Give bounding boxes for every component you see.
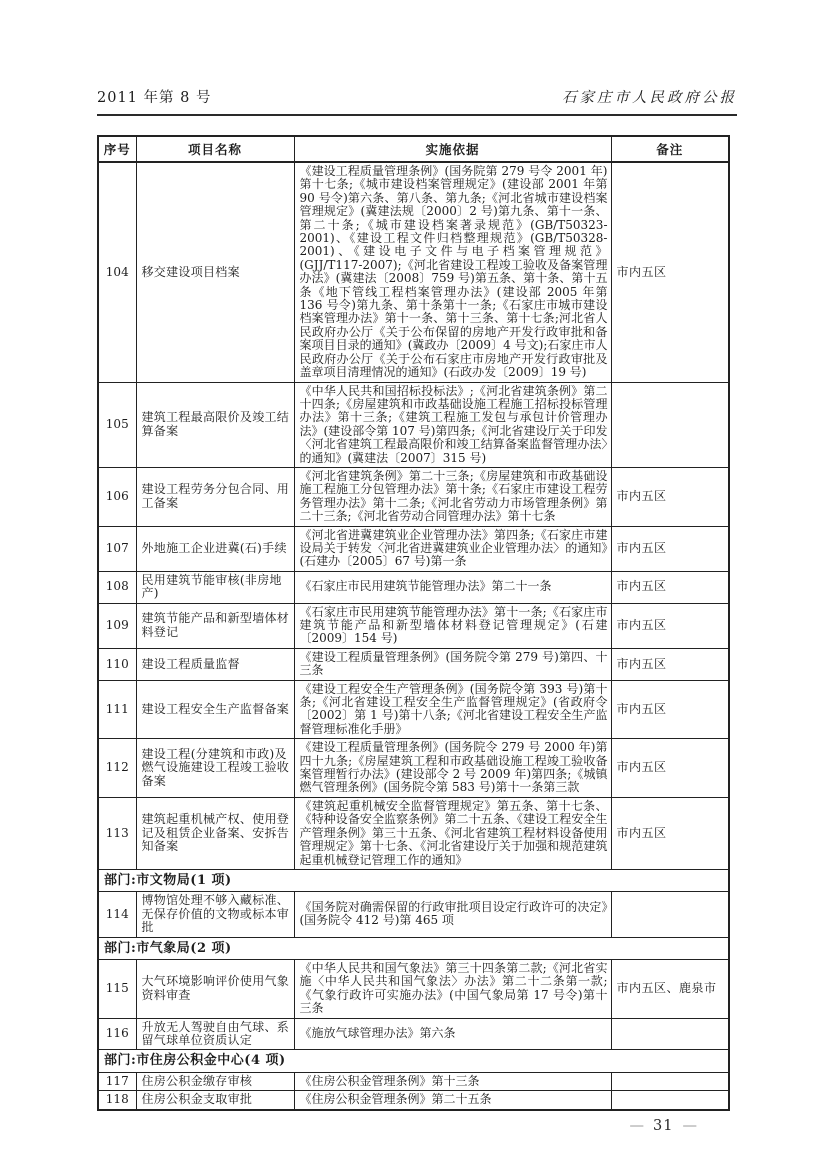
item-number: 114 — [98, 892, 136, 937]
item-basis: 《施放气球管理办法》第六条 — [294, 1018, 611, 1050]
item-name: 住房公积金缴存审核 — [136, 1072, 294, 1090]
column-header-basis: 实施依据 — [294, 136, 611, 162]
item-number: 108 — [98, 571, 136, 603]
item-basis: 《建设工程质量管理条例》(国务院令 279 号 2000 年)第四十九条;《房屋建筑工程和市政基础设施工程竣工验收备案管理暂行办法》(建设部令 2 号 2009 年)第四条;《城镇燃气管理条例》(国务院令第 583 号)第十一条第三款 — [294, 739, 611, 798]
item-number: 113 — [98, 797, 136, 869]
item-name: 移交建设项目档案 — [136, 162, 294, 382]
table-row — [98, 1018, 729, 1050]
item-basis: 《建设工程安全生产管理条例》(国务院令第 393 号)第十条;《河北省建设工程安全生产监督管理规定》(省政府令〔2002〕第 1 号)第十八条;《河北省建设工程安全生产监督管理标准化手册》 — [294, 680, 611, 739]
item-number: 117 — [98, 1072, 136, 1090]
column-header-name: 项目名称 — [136, 136, 294, 162]
item-number: 115 — [98, 959, 136, 1018]
item-number: 107 — [98, 526, 136, 571]
table-row — [98, 1072, 729, 1090]
item-number: 104 — [98, 162, 136, 382]
item-name: 建筑节能产品和新型墙体材料登记 — [136, 603, 294, 648]
item-name: 建设工程劳务分包合同、用工备案 — [136, 467, 294, 526]
section-label: 部门:市气象局(2 项) — [98, 937, 729, 959]
item-name: 建设工程(分建筑和市政)及燃气设施建设工程竣工验收备案 — [136, 739, 294, 798]
item-basis: 《国务院对确需保留的行政审批项目设定行政许可的决定》(国务院令 412 号)第 465 项 — [294, 892, 611, 937]
section-row — [98, 869, 729, 891]
item-basis: 《中华人民共和国气象法》第三十四条第二款;《河北省实施〈中华人民共和国气象法〉办法》第二十二条第一款;《气象行政许可实施办法》(中国气象局第 17 号令)第十三条 — [294, 959, 611, 1018]
item-name: 建筑起重机械产权、使用登记及租赁企业备案、安拆告知备案 — [136, 797, 294, 869]
table-row — [98, 739, 729, 798]
item-number: 106 — [98, 467, 136, 526]
item-remark — [611, 1018, 729, 1050]
item-name: 建设工程质量监督 — [136, 648, 294, 680]
column-header-no: 序号 — [98, 136, 136, 162]
item-remark — [611, 382, 729, 467]
item-name: 博物馆处理不够入藏标准、无保存价值的文物或标本审批 — [136, 892, 294, 937]
section-label: 部门:市住房公积金中心(4 项) — [98, 1050, 729, 1072]
item-basis: 《石家庄市民用建筑节能管理办法》第二十一条 — [294, 571, 611, 603]
item-number: 112 — [98, 739, 136, 798]
table-row — [98, 797, 729, 869]
column-header-remark: 备注 — [611, 136, 729, 162]
item-name: 升放无人驾驶自由气球、系留气球单位资质认定 — [136, 1018, 294, 1050]
section-row — [98, 1050, 729, 1072]
page-header — [97, 86, 737, 116]
section-row — [98, 937, 729, 959]
item-remark: 市内五区 — [611, 648, 729, 680]
item-number: 116 — [98, 1018, 136, 1050]
table-row — [98, 648, 729, 680]
item-basis: 《住房公积金管理条例》第十三条 — [294, 1072, 611, 1090]
item-remark: 市内五区 — [611, 526, 729, 571]
item-number: 111 — [98, 680, 136, 739]
item-remark — [611, 1072, 729, 1090]
item-name: 建筑工程最高限价及竣工结算备案 — [136, 382, 294, 467]
table-header-row — [98, 136, 729, 162]
item-basis: 《建设工程质量管理条例》(国务院第 279 号令 2001 年)第十七条;《城市建设档案管理规定》(建设部 2001 年第 90 号令)第六条、第八条、第九条;《河北省城市建设档案管理规定》(冀建法规〔2000〕2 号)第九条、第十一条、第二十条;《城市建设档案著录规范》(GB/T50323-2001)、《建设工程文件归档整理规范》(GB/T50328-2001)、《建设电子文件与电子档案管理规范》(GJJ/T117-2007);《河北省建设工程竣工验收及备案管理办法》(冀建法〔2008〕759 号)第五条、第十条、第十五条《地下管线工程档案管理办法》(建设部 2005 年第 136 号令)第九条、第十条第十一条;《石家庄市城市建设档案管理办法》第十一条、第十三条、第十七条;河北省人民政府办公厅《关于公布保留的房地产开发行政审批和备案项目目录的通知》(冀政办〔2009〕4 号文);石家庄市人民政府办公厅《关于公布石家庄市房地产开发行政审批及盖章项目清理情况的通知》(石政办发〔2009〕19 号) — [294, 162, 611, 382]
item-name: 外地施工企业进冀(石)手续 — [136, 526, 294, 571]
item-number: 105 — [98, 382, 136, 467]
item-name: 建设工程安全生产监督备案 — [136, 680, 294, 739]
table-row — [98, 526, 729, 571]
issue-label: 2011 年第 8 号 — [97, 90, 212, 106]
item-remark — [611, 892, 729, 937]
item-remark: 市内五区 — [611, 603, 729, 648]
table-row — [98, 1091, 729, 1110]
item-name: 住房公积金支取审批 — [136, 1091, 294, 1110]
approval-items-table — [97, 135, 730, 1111]
page-number: 31 — [653, 1117, 674, 1134]
approval-table-body — [98, 162, 729, 1110]
item-name: 大气环境影响评价使用气象资料审查 — [136, 959, 294, 1018]
item-basis: 《河北省建筑条例》第二十三条;《房屋建筑和市政基础设施工程施工分包管理办法》第十条;《石家庄市建设工程劳务管理办法》第十二条;《河北省劳动力市场管理条例》第二十三条;《河北省劳动合同管理办法》第十七条 — [294, 467, 611, 526]
item-basis: 《中华人民共和国招标投标法》;《河北省建筑条例》第二十四条;《房屋建筑和市政基础设施工程施工招标投标管理办法》第十三条;《建筑工程施工发包与承包计价管理办法》(建设部令第 107 号)第四条;《河北省建设厅关于印发〈河北省建筑工程最高限价和竣工结算备案监督管理办法〉的通知》(冀建法〔2007〕315 号) — [294, 382, 611, 467]
table-row — [98, 959, 729, 1018]
footer-dash-left: — — [629, 1117, 645, 1134]
item-remark: 市内五区、鹿泉市 — [611, 959, 729, 1018]
item-basis: 《石家庄市民用建筑节能管理办法》第十一条;《石家庄市建筑节能产品和新型墙体材料登记管理规定》(石建〔2009〕154 号) — [294, 603, 611, 648]
table-row — [98, 892, 729, 937]
table-row — [98, 571, 729, 603]
page-footer — [97, 1118, 728, 1134]
item-number: 110 — [98, 648, 136, 680]
section-label: 部门:市文物局(1 项) — [98, 869, 729, 891]
item-remark: 市内五区 — [611, 797, 729, 869]
table-row — [98, 162, 729, 382]
item-basis: 《住房公积金管理条例》第二十五条 — [294, 1091, 611, 1110]
item-remark: 市内五区 — [611, 739, 729, 798]
item-basis: 《建筑起重机械安全监督管理规定》第五条、第十七条、《特种设备安全监察条例》第二十五条、《建设工程安全生产管理条例》第三十五条、《河北省建筑工程材料设备使用管理规定》第十七条、《河北省建设厅关于加强和规范建筑起重机械登记管理工作的通知》 — [294, 797, 611, 869]
gazette-title: 石家庄市人民政府公报 — [562, 90, 737, 106]
item-remark: 市内五区 — [611, 162, 729, 382]
item-remark: 市内五区 — [611, 571, 729, 603]
item-remark — [611, 1091, 729, 1110]
item-remark: 市内五区 — [611, 467, 729, 526]
item-number: 118 — [98, 1091, 136, 1110]
table-row — [98, 680, 729, 739]
table-row — [98, 382, 729, 467]
item-remark: 市内五区 — [611, 680, 729, 739]
footer-dash-right: — — [682, 1117, 697, 1134]
item-name: 民用建筑节能审核(非房地产) — [136, 571, 294, 603]
item-number: 109 — [98, 603, 136, 648]
item-basis: 《建设工程质量管理条例》(国务院令第 279 号)第四、十三条 — [294, 648, 611, 680]
table-row — [98, 467, 729, 526]
table-row — [98, 603, 729, 648]
item-basis: 《河北省进冀建筑业企业管理办法》第四条;《石家庄市建设局关于转发〈河北省进冀建筑业企业管理办法〉的通知》(石建办〔2005〕67 号)第一条 — [294, 526, 611, 571]
